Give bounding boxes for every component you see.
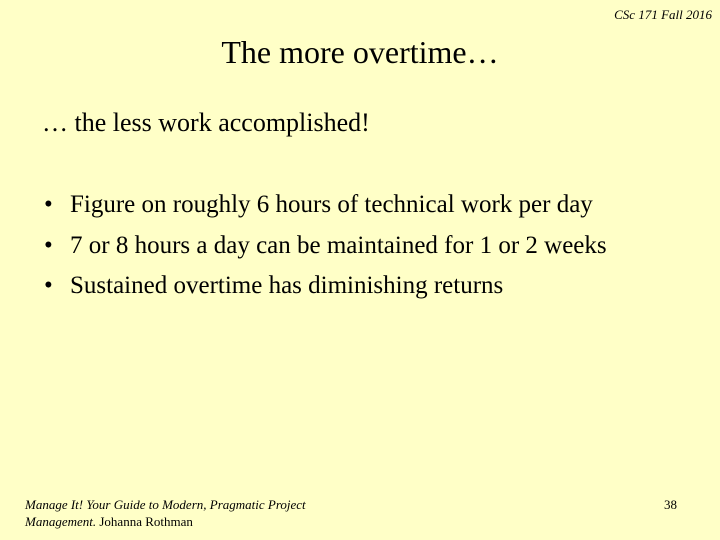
bullet-marker: •	[44, 231, 53, 259]
page-number: 38	[664, 497, 677, 512]
slide-title: The more overtime…	[221, 34, 499, 70]
bullet-item	[44, 185, 607, 226]
citation-line2	[25, 513, 306, 530]
bullet-text: 7 or 8 hours a day can be maintained for 1 or 2 weeks	[70, 231, 607, 259]
bullet-list	[44, 185, 607, 307]
course-label: CSc 171 Fall 2016	[614, 7, 712, 22]
bullet-item	[44, 226, 607, 267]
bullet-marker: •	[44, 272, 53, 299]
slide-subtitle: … the less work accomplished!	[42, 108, 370, 137]
citation-title-line1: Manage It! Your Guide to Modern, Pragmatic Project	[25, 497, 306, 512]
bullet-text: Sustained overtime has diminishing returns	[70, 272, 504, 299]
citation-title-line2: Management.	[25, 514, 97, 529]
citation-author: Johanna Rothman	[96, 514, 193, 529]
bullet-item	[44, 266, 607, 307]
citation	[25, 496, 306, 530]
bullet-text: Figure on roughly 6 hours of technical work per day	[70, 191, 593, 218]
bullet-marker: •	[44, 191, 53, 218]
